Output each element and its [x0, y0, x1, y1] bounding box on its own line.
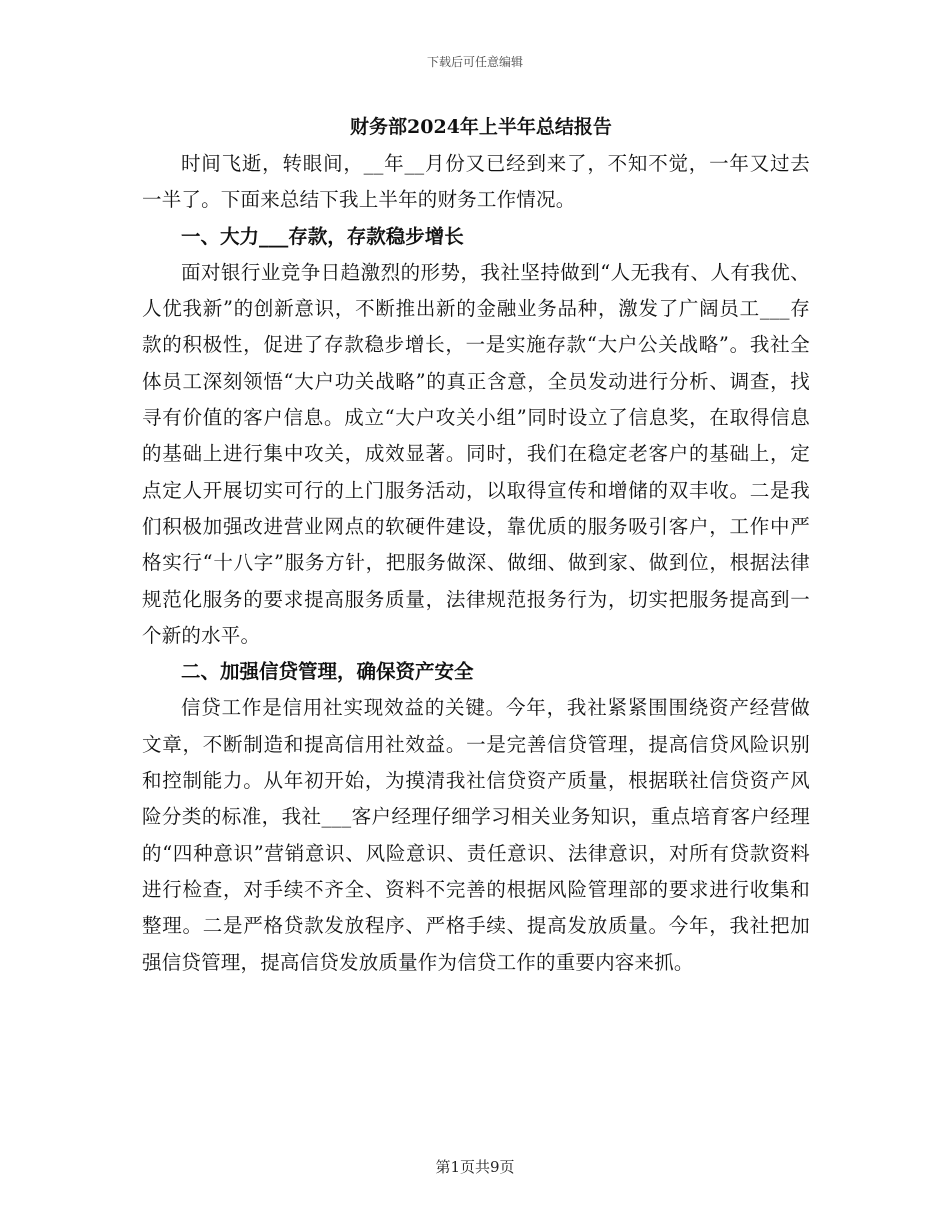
page-number-footer: 第1页共9页	[435, 1158, 515, 1176]
section-heading-1: 一、大力___存款，存款稳步增长	[181, 224, 464, 248]
section-1-paragraph: 面对银行业竞争日趋激烈的形势，我社坚持做到“人无我有、人有我优、人优我新”的创新意识，不断推出新的金融业务品种，激发了广阔员工___存款的积极性，促进了存款稳步增长，一是实施存款“大户公关战略”。我社全体员工深刻领悟“大户功关战略”的真正含意，全员发动进行分析、调查，找寻有价值的客户信息。成立“大户攻关小组”同时设立了信息奖，在取得信息的基础上进行集中攻关，成效显著。同时，我们在稳定老客户的基础上，定点定人开展切实可行的上门服务活动，以取得宣传和增储的双丰收。二是我们积极加强改进营业网点的软硬件建设，靠优质的服务吸引客户，工作中严格实行“十八字”服务方针，把服务做深、做细、做到家、做到位，根据法律规范化服务的要求提高服务质量，法律规范报务行为，切实把服务提高到一个新的水平。	[142, 260, 810, 647]
section-2-paragraph: 信贷工作是信用社实现效益的关键。今年，我社紧紧围围绕资产经营做文章，不断制造和提高信用社效益。一是完善信贷管理，提高信贷风险识别和控制能力。从年初开始，为摸清我社信贷资产质量，根据联社信贷资产风险分类的标准，我社___客户经理仔细学习相关业务知识，重点培育客户经理的“四种意识”营销意识、风险意识、责任意识、法律意识，对所有贷款资料进行检查，对手续不齐全、资料不完善的根据风险管理部的要求进行收集和整理。二是严格贷款发放程序、严格手续、提高发放质量。今年，我社把加强信贷管理，提高信贷发放质量作为信贷工作的重要内容来抓。	[142, 696, 810, 974]
document-body	[142, 108, 810, 981]
header-note: 下载后可任意编辑	[426, 55, 523, 69]
document-title: 财务部2024年上半年总结报告	[350, 116, 612, 138]
intro-paragraph: 时间飞逝，转眼间，__年__月份又已经到来了，不知不觉，一年又过去一半了。下面来总结下我上半年的财务工作情况。	[142, 152, 810, 212]
section-heading-2: 二、加强信贷管理，确保资产安全	[181, 660, 474, 684]
